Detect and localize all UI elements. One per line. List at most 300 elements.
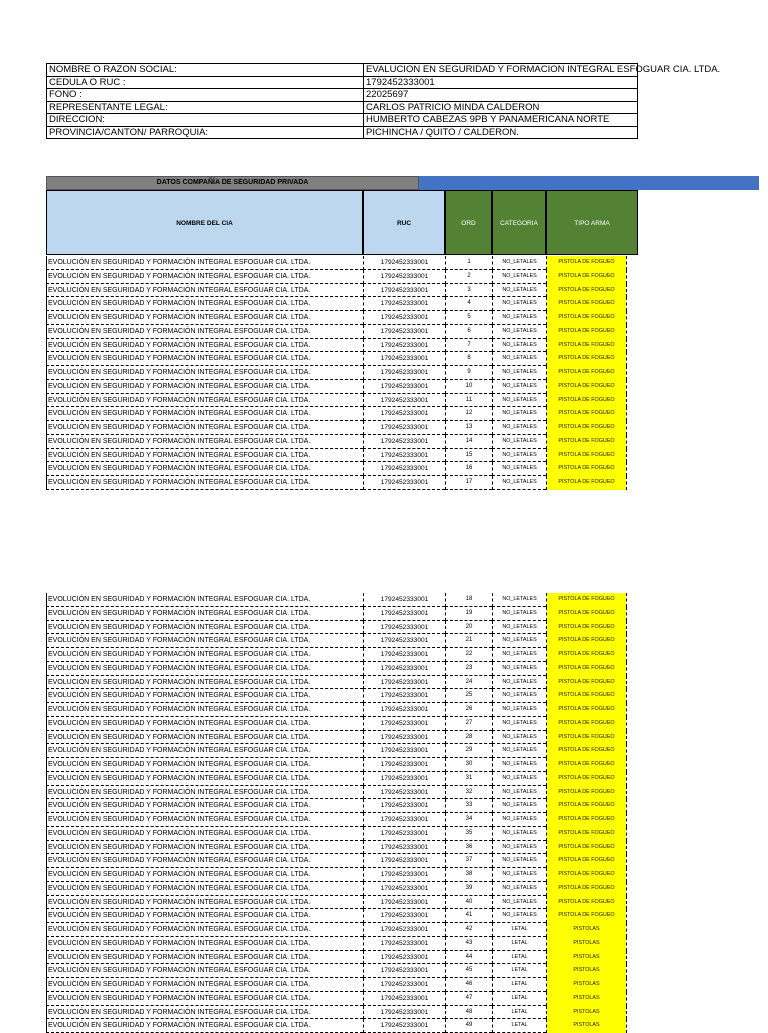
cell-ruc[interactable]: 1792452333001 <box>363 407 445 421</box>
cell-tipo-arma[interactable] <box>546 297 627 311</box>
tipo-arma-label: PISTOLAS <box>547 992 626 1006</box>
cell-company-name[interactable]: EVOLUCIÓN EN SEGURIDAD Y FORMACIÓN INTEGRAL ESFOGUAR CIA. LTDA. <box>46 882 363 896</box>
cell-company-name[interactable]: EVOLUCIÓN EN SEGURIDAD Y FORMACIÓN INTEGRAL ESFOGUAR CIA. LTDA. <box>46 799 363 813</box>
cell-categoria[interactable]: NO_LETALES <box>492 407 546 421</box>
info-label-cell[interactable]: DIRECCION: <box>47 114 364 127</box>
cell-ruc[interactable]: 1792452333001 <box>363 270 445 284</box>
cell-tipo-arma[interactable] <box>546 380 627 394</box>
info-value-cell[interactable]: CARLOS PATRICIO MINDA CALDERON <box>364 101 638 114</box>
cell-company-name[interactable]: EVOLUCIÓN EN SEGURIDAD Y FORMACIÓN INTEGRAL ESFOGUAR CIA. LTDA. <box>46 634 363 648</box>
cell-ord[interactable]: 15 <box>445 449 492 463</box>
cell-ord[interactable]: 28 <box>445 731 492 745</box>
tipo-arma-label: PISTOLA DE FOGUEO <box>547 731 626 745</box>
cell-tipo-arma[interactable] <box>546 339 627 353</box>
cell-ord[interactable]: 17 <box>445 476 492 490</box>
tipo-arma-label: PISTOLA DE FOGUEO <box>547 366 626 380</box>
cell-categoria[interactable]: NO_LETALES <box>492 703 546 717</box>
cell-categoria[interactable]: LETAL <box>492 951 546 965</box>
tipo-arma-label: PISTOLA DE FOGUEO <box>547 689 626 703</box>
cell-ord[interactable]: 43 <box>445 937 492 951</box>
tipo-arma-label: PISTOLA DE FOGUEO <box>547 813 626 827</box>
cell-ord[interactable]: 13 <box>445 421 492 435</box>
cell-ruc[interactable]: 1792452333001 <box>363 449 445 463</box>
cell-company-name[interactable]: EVOLUCIÓN EN SEGURIDAD Y FORMACIÓN INTEGRAL ESFOGUAR CIA. LTDA. <box>46 854 363 868</box>
cell-ruc[interactable]: 1792452333001 <box>363 896 445 910</box>
cell-company-name[interactable]: EVOLUCIÓN EN SEGURIDAD Y FORMACIÓN INTEGRAL ESFOGUAR CIA. LTDA. <box>46 758 363 772</box>
cell-company-name[interactable]: EVOLUCIÓN EN SEGURIDAD Y FORMACIÓN INTEGRAL ESFOGUAR CIA. LTDA. <box>46 297 363 311</box>
cell-ruc[interactable]: 1792452333001 <box>363 380 445 394</box>
cell-tipo-arma[interactable] <box>546 992 627 1006</box>
cell-tipo-arma[interactable] <box>546 909 627 923</box>
cell-ruc[interactable]: 1792452333001 <box>363 1019 445 1033</box>
tipo-arma-label: PISTOLA DE FOGUEO <box>547 744 626 758</box>
cell-categoria[interactable]: NO_LETALES <box>492 662 546 676</box>
cell-categoria[interactable]: NO_LETALES <box>492 311 546 325</box>
tipo-arma-label: PISTOLA DE FOGUEO <box>547 758 626 772</box>
info-row <box>47 114 638 127</box>
cell-tipo-arma[interactable] <box>546 758 627 772</box>
cell-ruc[interactable]: 1792452333001 <box>363 854 445 868</box>
tipo-arma-label: PISTOLA DE FOGUEO <box>547 882 626 896</box>
cell-tipo-arma[interactable] <box>546 462 627 476</box>
cell-company-name[interactable]: EVOLUCIÓN EN SEGURIDAD Y FORMACIÓN INTEGRAL ESFOGUAR CIA. LTDA. <box>46 621 363 635</box>
info-row <box>47 76 638 89</box>
section-banner-blue-cell[interactable] <box>419 176 759 190</box>
cell-company-name[interactable]: EVOLUCIÓN EN SEGURIDAD Y FORMACIÓN INTEGRAL ESFOGUAR CIA. LTDA. <box>46 978 363 992</box>
cell-tipo-arma[interactable] <box>546 896 627 910</box>
info-label-cell[interactable]: NOMBRE O RAZON SOCIAL: <box>47 64 364 77</box>
cell-categoria[interactable]: NO_LETALES <box>492 909 546 923</box>
cell-company-name[interactable]: EVOLUCIÓN EN SEGURIDAD Y FORMACIÓN INTEGRAL ESFOGUAR CIA. LTDA. <box>46 717 363 731</box>
cell-categoria[interactable]: LETAL <box>492 937 546 951</box>
cell-ord[interactable]: 5 <box>445 311 492 325</box>
cell-ruc[interactable]: 1792452333001 <box>363 772 445 786</box>
cell-ruc[interactable]: 1792452333001 <box>363 951 445 965</box>
cell-ruc[interactable]: 1792452333001 <box>363 923 445 937</box>
info-value-cell[interactable]: HUMBERTO CABEZAS 9PB Y PANAMERICANA NORTE <box>364 114 638 127</box>
column-header-tipo-arma[interactable]: TIPO ARMA <box>546 190 638 255</box>
info-row <box>47 126 638 139</box>
cell-tipo-arma[interactable] <box>546 689 627 703</box>
cell-ruc[interactable]: 1792452333001 <box>363 703 445 717</box>
cell-ruc[interactable]: 1792452333001 <box>363 621 445 635</box>
cell-tipo-arma[interactable] <box>546 634 627 648</box>
info-label-cell[interactable]: PROVINCIA/CANTON/ PARROQUIA: <box>47 126 364 139</box>
cell-ord[interactable]: 37 <box>445 854 492 868</box>
cell-ord[interactable]: 4 <box>445 297 492 311</box>
cell-ord[interactable]: 35 <box>445 827 492 841</box>
cell-tipo-arma[interactable] <box>546 882 627 896</box>
cell-tipo-arma[interactable] <box>546 366 627 380</box>
cell-tipo-arma[interactable] <box>546 476 627 490</box>
cell-company-name[interactable]: EVOLUCIÓN EN SEGURIDAD Y FORMACIÓN INTEGRAL ESFOGUAR CIA. LTDA. <box>46 311 363 325</box>
cell-ord[interactable]: 30 <box>445 758 492 772</box>
cell-ord[interactable]: 31 <box>445 772 492 786</box>
cell-ord[interactable]: 38 <box>445 868 492 882</box>
cell-ord[interactable]: 34 <box>445 813 492 827</box>
tipo-arma-label: PISTOLA DE FOGUEO <box>547 607 626 621</box>
cell-ruc[interactable]: 1792452333001 <box>363 297 445 311</box>
cell-ord[interactable]: 21 <box>445 634 492 648</box>
cell-tipo-arma[interactable] <box>546 607 627 621</box>
cell-ord[interactable]: 14 <box>445 435 492 449</box>
cell-company-name[interactable]: EVOLUCIÓN EN SEGURIDAD Y FORMACIÓN INTEGRAL ESFOGUAR CIA. LTDA. <box>46 352 363 366</box>
cell-ruc[interactable]: 1792452333001 <box>363 882 445 896</box>
tipo-arma-label: PISTOLA DE FOGUEO <box>547 462 626 476</box>
cell-tipo-arma[interactable] <box>546 937 627 951</box>
cell-tipo-arma[interactable] <box>546 662 627 676</box>
cell-tipo-arma[interactable] <box>546 772 627 786</box>
cell-ruc[interactable]: 1792452333001 <box>363 1006 445 1020</box>
cell-company-name[interactable]: EVOLUCIÓN EN SEGURIDAD Y FORMACIÓN INTEGRAL ESFOGUAR CIA. LTDA. <box>46 435 363 449</box>
cell-ruc[interactable]: 1792452333001 <box>363 799 445 813</box>
cell-ruc[interactable]: 1792452333001 <box>363 689 445 703</box>
tipo-arma-label: PISTOLA DE FOGUEO <box>547 841 626 855</box>
tipo-arma-label: PISTOLA DE FOGUEO <box>547 407 626 421</box>
cell-categoria[interactable]: NO_LETALES <box>492 435 546 449</box>
cell-ord[interactable]: 48 <box>445 1006 492 1020</box>
cell-categoria[interactable]: NO_LETALES <box>492 339 546 353</box>
cell-company-name[interactable]: EVOLUCIÓN EN SEGURIDAD Y FORMACIÓN INTEGRAL ESFOGUAR CIA. LTDA. <box>46 648 363 662</box>
tipo-arma-label: PISTOLA DE FOGUEO <box>547 339 626 353</box>
cell-tipo-arma[interactable] <box>546 421 627 435</box>
cell-company-name[interactable]: EVOLUCIÓN EN SEGURIDAD Y FORMACIÓN INTEGRAL ESFOGUAR CIA. LTDA. <box>46 786 363 800</box>
cell-ruc[interactable]: 1792452333001 <box>363 662 445 676</box>
tipo-arma-label: PISTOLA DE FOGUEO <box>547 297 626 311</box>
cell-tipo-arma[interactable] <box>546 786 627 800</box>
info-value-cell[interactable]: EVALUCION EN SEGURIDAD Y FORMACION INTEGRAL ESFOGUAR CIA. LTDA. <box>364 64 638 77</box>
cell-ord[interactable]: 32 <box>445 786 492 800</box>
cell-company-name[interactable]: EVOLUCIÓN EN SEGURIDAD Y FORMACIÓN INTEGRAL ESFOGUAR CIA. LTDA. <box>46 607 363 621</box>
cell-ord[interactable]: 27 <box>445 717 492 731</box>
cell-ruc[interactable]: 1792452333001 <box>363 813 445 827</box>
cell-categoria[interactable]: NO_LETALES <box>492 813 546 827</box>
tipo-arma-label: PISTOLA DE FOGUEO <box>547 827 626 841</box>
column-header-ord[interactable]: ORD <box>445 190 492 255</box>
cell-ruc[interactable]: 1792452333001 <box>363 339 445 353</box>
cell-categoria[interactable]: NO_LETALES <box>492 841 546 855</box>
cell-company-name[interactable]: EVOLUCIÓN EN SEGURIDAD Y FORMACIÓN INTEGRAL ESFOGUAR CIA. LTDA. <box>46 366 363 380</box>
cell-company-name[interactable]: EVOLUCIÓN EN SEGURIDAD Y FORMACIÓN INTEGRAL ESFOGUAR CIA. LTDA. <box>46 992 363 1006</box>
cell-categoria[interactable]: NO_LETALES <box>492 786 546 800</box>
cell-ruc[interactable]: 1792452333001 <box>363 827 445 841</box>
info-label-cell[interactable]: REPRESENTANTE LEGAL: <box>47 101 364 114</box>
tipo-arma-label: PISTOLA DE FOGUEO <box>547 284 626 298</box>
tipo-arma-label: PISTOLA DE FOGUEO <box>547 772 626 786</box>
cell-tipo-arma[interactable] <box>546 923 627 937</box>
cell-tipo-arma[interactable] <box>546 394 627 408</box>
cell-ord[interactable]: 40 <box>445 896 492 910</box>
tipo-arma-label: PISTOLAS <box>547 1019 626 1033</box>
cell-categoria[interactable]: NO_LETALES <box>492 731 546 745</box>
cell-categoria[interactable]: NO_LETALES <box>492 380 546 394</box>
cell-tipo-arma[interactable] <box>546 813 627 827</box>
cell-ruc[interactable]: 1792452333001 <box>363 841 445 855</box>
cell-ord[interactable]: 49 <box>445 1019 492 1033</box>
cell-categoria[interactable]: LETAL <box>492 1006 546 1020</box>
cell-categoria[interactable]: NO_LETALES <box>492 772 546 786</box>
cell-tipo-arma[interactable] <box>546 964 627 978</box>
cell-ord[interactable]: 42 <box>445 923 492 937</box>
info-row <box>47 64 638 77</box>
cell-company-name[interactable]: EVOLUCIÓN EN SEGURIDAD Y FORMACIÓN INTEGRAL ESFOGUAR CIA. LTDA. <box>46 1019 363 1033</box>
cell-ord[interactable]: 41 <box>445 909 492 923</box>
cell-ord[interactable]: 1 <box>445 256 492 270</box>
tipo-arma-label: PISTOLA DE FOGUEO <box>547 896 626 910</box>
cell-company-name[interactable]: EVOLUCIÓN EN SEGURIDAD Y FORMACIÓN INTEGRAL ESFOGUAR CIA. LTDA. <box>46 462 363 476</box>
cell-ord[interactable]: 47 <box>445 992 492 1006</box>
cell-tipo-arma[interactable] <box>546 284 627 298</box>
cell-company-name[interactable]: EVOLUCIÓN EN SEGURIDAD Y FORMACIÓN INTEGRAL ESFOGUAR CIA. LTDA. <box>46 394 363 408</box>
info-value-cell[interactable]: 1792452333001 <box>364 76 638 89</box>
cell-ruc[interactable]: 1792452333001 <box>363 421 445 435</box>
cell-ord[interactable]: 22 <box>445 648 492 662</box>
cell-ord[interactable]: 45 <box>445 964 492 978</box>
cell-ruc[interactable]: 1792452333001 <box>363 978 445 992</box>
cell-categoria[interactable]: NO_LETALES <box>492 297 546 311</box>
cell-company-name[interactable]: EVOLUCIÓN EN SEGURIDAD Y FORMACIÓN INTEGRAL ESFOGUAR CIA. LTDA. <box>46 703 363 717</box>
cell-tipo-arma[interactable] <box>546 868 627 882</box>
cell-company-name[interactable]: EVOLUCIÓN EN SEGURIDAD Y FORMACIÓN INTEGRAL ESFOGUAR CIA. LTDA. <box>46 1006 363 1020</box>
cell-company-name[interactable]: EVOLUCIÓN EN SEGURIDAD Y FORMACIÓN INTEGRAL ESFOGUAR CIA. LTDA. <box>46 689 363 703</box>
cell-ruc[interactable]: 1792452333001 <box>363 758 445 772</box>
cell-company-name[interactable]: EVOLUCIÓN EN SEGURIDAD Y FORMACIÓN INTEGRAL ESFOGUAR CIA. LTDA. <box>46 449 363 463</box>
cell-ord[interactable]: 26 <box>445 703 492 717</box>
cell-categoria[interactable]: NO_LETALES <box>492 717 546 731</box>
tipo-arma-label: PISTOLA DE FOGUEO <box>547 868 626 882</box>
cell-ruc[interactable]: 1792452333001 <box>363 593 445 607</box>
cell-categoria[interactable]: NO_LETALES <box>492 421 546 435</box>
cell-ord[interactable]: 2 <box>445 270 492 284</box>
cell-company-name[interactable]: EVOLUCIÓN EN SEGURIDAD Y FORMACIÓN INTEGRAL ESFOGUAR CIA. LTDA. <box>46 731 363 745</box>
cell-ord[interactable]: 9 <box>445 366 492 380</box>
cell-tipo-arma[interactable] <box>546 799 627 813</box>
tipo-arma-label: PISTOLAS <box>547 937 626 951</box>
cell-tipo-arma[interactable] <box>546 841 627 855</box>
cell-tipo-arma[interactable] <box>546 311 627 325</box>
cell-tipo-arma[interactable] <box>546 676 627 690</box>
tipo-arma-label: PISTOLA DE FOGUEO <box>547 854 626 868</box>
cell-ord[interactable]: 44 <box>445 951 492 965</box>
cell-company-name[interactable]: EVOLUCIÓN EN SEGURIDAD Y FORMACIÓN INTEGRAL ESFOGUAR CIA. LTDA. <box>46 325 363 339</box>
cell-tipo-arma[interactable] <box>546 435 627 449</box>
cell-company-name[interactable]: EVOLUCIÓN EN SEGURIDAD Y FORMACIÓN INTEGRAL ESFOGUAR CIA. LTDA. <box>46 937 363 951</box>
cell-company-name[interactable]: EVOLUCIÓN EN SEGURIDAD Y FORMACIÓN INTEGRAL ESFOGUAR CIA. LTDA. <box>46 923 363 937</box>
cell-ruc[interactable]: 1792452333001 <box>363 607 445 621</box>
cell-company-name[interactable]: EVOLUCIÓN EN SEGURIDAD Y FORMACIÓN INTEGRAL ESFOGUAR CIA. LTDA. <box>46 964 363 978</box>
tipo-arma-label: PISTOLA DE FOGUEO <box>547 634 626 648</box>
cell-company-name[interactable]: EVOLUCIÓN EN SEGURIDAD Y FORMACIÓN INTEGRAL ESFOGUAR CIA. LTDA. <box>46 662 363 676</box>
cell-ruc[interactable]: 1792452333001 <box>363 325 445 339</box>
cell-tipo-arma[interactable] <box>546 1006 627 1020</box>
cell-tipo-arma[interactable] <box>546 593 627 607</box>
cell-categoria[interactable]: NO_LETALES <box>492 689 546 703</box>
cell-ruc[interactable]: 1792452333001 <box>363 648 445 662</box>
cell-tipo-arma[interactable] <box>546 648 627 662</box>
cell-ruc[interactable]: 1792452333001 <box>363 462 445 476</box>
cell-ord[interactable]: 10 <box>445 380 492 394</box>
cell-categoria[interactable]: NO_LETALES <box>492 621 546 635</box>
cell-ord[interactable]: 39 <box>445 882 492 896</box>
cell-ruc[interactable]: 1792452333001 <box>363 284 445 298</box>
cell-categoria[interactable]: NO_LETALES <box>492 758 546 772</box>
cell-ord[interactable]: 36 <box>445 841 492 855</box>
tipo-arma-label: PISTOLA DE FOGUEO <box>547 676 626 690</box>
cell-tipo-arma[interactable] <box>546 951 627 965</box>
cell-ord[interactable]: 46 <box>445 978 492 992</box>
cell-ord[interactable]: 7 <box>445 339 492 353</box>
cell-categoria[interactable]: NO_LETALES <box>492 896 546 910</box>
cell-company-name[interactable]: EVOLUCIÓN EN SEGURIDAD Y FORMACIÓN INTEGRAL ESFOGUAR CIA. LTDA. <box>46 951 363 965</box>
cell-ord[interactable]: 11 <box>445 394 492 408</box>
cell-ruc[interactable]: 1792452333001 <box>363 256 445 270</box>
cell-tipo-arma[interactable] <box>546 978 627 992</box>
tipo-arma-label: PISTOLA DE FOGUEO <box>547 449 626 463</box>
cell-company-name[interactable]: EVOLUCIÓN EN SEGURIDAD Y FORMACIÓN INTEGRAL ESFOGUAR CIA. LTDA. <box>46 270 363 284</box>
cell-ruc[interactable]: 1792452333001 <box>363 311 445 325</box>
cell-categoria[interactable]: NO_LETALES <box>492 284 546 298</box>
cell-ruc[interactable]: 1792452333001 <box>363 676 445 690</box>
cell-company-name[interactable]: EVOLUCIÓN EN SEGURIDAD Y FORMACIÓN INTEGRAL ESFOGUAR CIA. LTDA. <box>46 593 363 607</box>
cell-company-name[interactable]: EVOLUCIÓN EN SEGURIDAD Y FORMACIÓN INTEGRAL ESFOGUAR CIA. LTDA. <box>46 896 363 910</box>
cell-company-name[interactable]: EVOLUCIÓN EN SEGURIDAD Y FORMACIÓN INTEGRAL ESFOGUAR CIA. LTDA. <box>46 744 363 758</box>
cell-company-name[interactable]: EVOLUCIÓN EN SEGURIDAD Y FORMACIÓN INTEGRAL ESFOGUAR CIA. LTDA. <box>46 841 363 855</box>
cell-ord[interactable]: 6 <box>445 325 492 339</box>
cell-ruc[interactable]: 1792452333001 <box>363 394 445 408</box>
cell-categoria[interactable]: NO_LETALES <box>492 270 546 284</box>
cell-company-name[interactable]: EVOLUCIÓN EN SEGURIDAD Y FORMACIÓN INTEGRAL ESFOGUAR CIA. LTDA. <box>46 827 363 841</box>
cell-tipo-arma[interactable] <box>546 407 627 421</box>
cell-company-name[interactable]: EVOLUCIÓN EN SEGURIDAD Y FORMACIÓN INTEGRAL ESFOGUAR CIA. LTDA. <box>46 676 363 690</box>
cell-tipo-arma[interactable] <box>546 270 627 284</box>
cell-ord[interactable]: 23 <box>445 662 492 676</box>
cell-categoria[interactable]: NO_LETALES <box>492 366 546 380</box>
cell-ruc[interactable]: 1792452333001 <box>363 352 445 366</box>
cell-categoria[interactable]: NO_LETALES <box>492 449 546 463</box>
cell-ruc[interactable]: 1792452333001 <box>363 366 445 380</box>
cell-categoria[interactable]: NO_LETALES <box>492 607 546 621</box>
cell-ruc[interactable]: 1792452333001 <box>363 731 445 745</box>
cell-company-name[interactable]: EVOLUCIÓN EN SEGURIDAD Y FORMACIÓN INTEGRAL ESFOGUAR CIA. LTDA. <box>46 284 363 298</box>
cell-categoria[interactable]: NO_LETALES <box>492 799 546 813</box>
tipo-arma-label: PISTOLA DE FOGUEO <box>547 662 626 676</box>
cell-categoria[interactable]: NO_LETALES <box>492 256 546 270</box>
cell-ord[interactable]: 19 <box>445 607 492 621</box>
cell-tipo-arma[interactable] <box>546 1019 627 1033</box>
cell-ruc[interactable]: 1792452333001 <box>363 964 445 978</box>
cell-ruc[interactable]: 1792452333001 <box>363 476 445 490</box>
cell-ruc[interactable]: 1792452333001 <box>363 786 445 800</box>
cell-categoria[interactable]: NO_LETALES <box>492 868 546 882</box>
column-header-name[interactable]: NOMBRE DEL CIA <box>46 190 363 255</box>
info-label-cell[interactable]: CEDULA O RUC : <box>47 76 364 89</box>
cell-categoria[interactable]: NO_LETALES <box>492 648 546 662</box>
cell-categoria[interactable]: NO_LETALES <box>492 462 546 476</box>
cell-categoria[interactable]: LETAL <box>492 978 546 992</box>
cell-company-name[interactable]: EVOLUCIÓN EN SEGURIDAD Y FORMACIÓN INTEGRAL ESFOGUAR CIA. LTDA. <box>46 476 363 490</box>
cell-tipo-arma[interactable] <box>546 621 627 635</box>
cell-ruc[interactable]: 1792452333001 <box>363 634 445 648</box>
cell-categoria[interactable]: NO_LETALES <box>492 352 546 366</box>
cell-categoria[interactable]: LETAL <box>492 923 546 937</box>
cell-tipo-arma[interactable] <box>546 449 627 463</box>
info-label-cell[interactable]: FONO : <box>47 89 364 102</box>
info-value-cell[interactable]: PICHINCHA / QUITO / CALDERON. <box>364 126 638 139</box>
info-row <box>47 101 638 114</box>
cell-company-name[interactable]: EVOLUCIÓN EN SEGURIDAD Y FORMACIÓN INTEGRAL ESFOGUAR CIA. LTDA. <box>46 339 363 353</box>
cell-ruc[interactable]: 1792452333001 <box>363 435 445 449</box>
cell-tipo-arma[interactable] <box>546 703 627 717</box>
cell-ord[interactable]: 3 <box>445 284 492 298</box>
cell-categoria[interactable]: NO_LETALES <box>492 394 546 408</box>
column-header-categoria[interactable]: CATEGORIA <box>492 190 546 255</box>
cell-tipo-arma[interactable] <box>546 731 627 745</box>
cell-ord[interactable]: 8 <box>445 352 492 366</box>
cell-categoria[interactable]: NO_LETALES <box>492 676 546 690</box>
cell-company-name[interactable]: EVOLUCIÓN EN SEGURIDAD Y FORMACIÓN INTEGRAL ESFOGUAR CIA. LTDA. <box>46 407 363 421</box>
cell-ord[interactable]: 18 <box>445 593 492 607</box>
cell-company-name[interactable]: EVOLUCIÓN EN SEGURIDAD Y FORMACIÓN INTEGRAL ESFOGUAR CIA. LTDA. <box>46 256 363 270</box>
cell-categoria[interactable]: NO_LETALES <box>492 325 546 339</box>
cell-ruc[interactable]: 1792452333001 <box>363 868 445 882</box>
cell-categoria[interactable]: NO_LETALES <box>492 882 546 896</box>
cell-categoria[interactable]: NO_LETALES <box>492 744 546 758</box>
info-row <box>47 89 638 102</box>
section-banner-title[interactable]: DATOS COMPAÑÍA DE SEGURIDAD PRIVADA <box>46 176 419 190</box>
cell-company-name[interactable]: EVOLUCIÓN EN SEGURIDAD Y FORMACIÓN INTEGRAL ESFOGUAR CIA. LTDA. <box>46 772 363 786</box>
info-value-cell[interactable]: 22025697 <box>364 89 638 102</box>
cell-company-name[interactable]: EVOLUCIÓN EN SEGURIDAD Y FORMACIÓN INTEGRAL ESFOGUAR CIA. LTDA. <box>46 421 363 435</box>
cell-ord[interactable]: 12 <box>445 407 492 421</box>
cell-ruc[interactable]: 1792452333001 <box>363 937 445 951</box>
cell-company-name[interactable]: EVOLUCIÓN EN SEGURIDAD Y FORMACIÓN INTEGRAL ESFOGUAR CIA. LTDA. <box>46 909 363 923</box>
tipo-arma-label: PISTOLAS <box>547 1006 626 1020</box>
cell-tipo-arma[interactable] <box>546 325 627 339</box>
cell-categoria[interactable]: NO_LETALES <box>492 854 546 868</box>
cell-categoria[interactable]: NO_LETALES <box>492 827 546 841</box>
cell-ord[interactable]: 25 <box>445 689 492 703</box>
cell-tipo-arma[interactable] <box>546 256 627 270</box>
cell-categoria[interactable]: LETAL <box>492 1019 546 1033</box>
cell-categoria[interactable]: NO_LETALES <box>492 593 546 607</box>
tipo-arma-label: PISTOLAS <box>547 951 626 965</box>
tipo-arma-label: PISTOLA DE FOGUEO <box>547 394 626 408</box>
tipo-arma-label: PISTOLA DE FOGUEO <box>547 325 626 339</box>
cell-categoria[interactable]: NO_LETALES <box>492 634 546 648</box>
cell-ruc[interactable]: 1792452333001 <box>363 909 445 923</box>
cell-tipo-arma[interactable] <box>546 744 627 758</box>
cell-tipo-arma[interactable] <box>546 854 627 868</box>
cell-ruc[interactable]: 1792452333001 <box>363 717 445 731</box>
cell-company-name[interactable]: EVOLUCIÓN EN SEGURIDAD Y FORMACIÓN INTEGRAL ESFOGUAR CIA. LTDA. <box>46 380 363 394</box>
cell-categoria[interactable]: LETAL <box>492 992 546 1006</box>
cell-company-name[interactable]: EVOLUCIÓN EN SEGURIDAD Y FORMACIÓN INTEGRAL ESFOGUAR CIA. LTDA. <box>46 868 363 882</box>
cell-company-name[interactable]: EVOLUCIÓN EN SEGURIDAD Y FORMACIÓN INTEGRAL ESFOGUAR CIA. LTDA. <box>46 813 363 827</box>
cell-ord[interactable]: 16 <box>445 462 492 476</box>
cell-categoria[interactable]: LETAL <box>492 964 546 978</box>
cell-ruc[interactable]: 1792452333001 <box>363 744 445 758</box>
cell-tipo-arma[interactable] <box>546 827 627 841</box>
cell-tipo-arma[interactable] <box>546 352 627 366</box>
cell-ord[interactable]: 29 <box>445 744 492 758</box>
cell-ord[interactable]: 20 <box>445 621 492 635</box>
cell-ord[interactable]: 24 <box>445 676 492 690</box>
column-header-ruc[interactable]: RUC <box>363 190 445 255</box>
cell-ruc[interactable]: 1792452333001 <box>363 992 445 1006</box>
cell-categoria[interactable]: NO_LETALES <box>492 476 546 490</box>
cell-ord[interactable]: 33 <box>445 799 492 813</box>
cell-tipo-arma[interactable] <box>546 717 627 731</box>
